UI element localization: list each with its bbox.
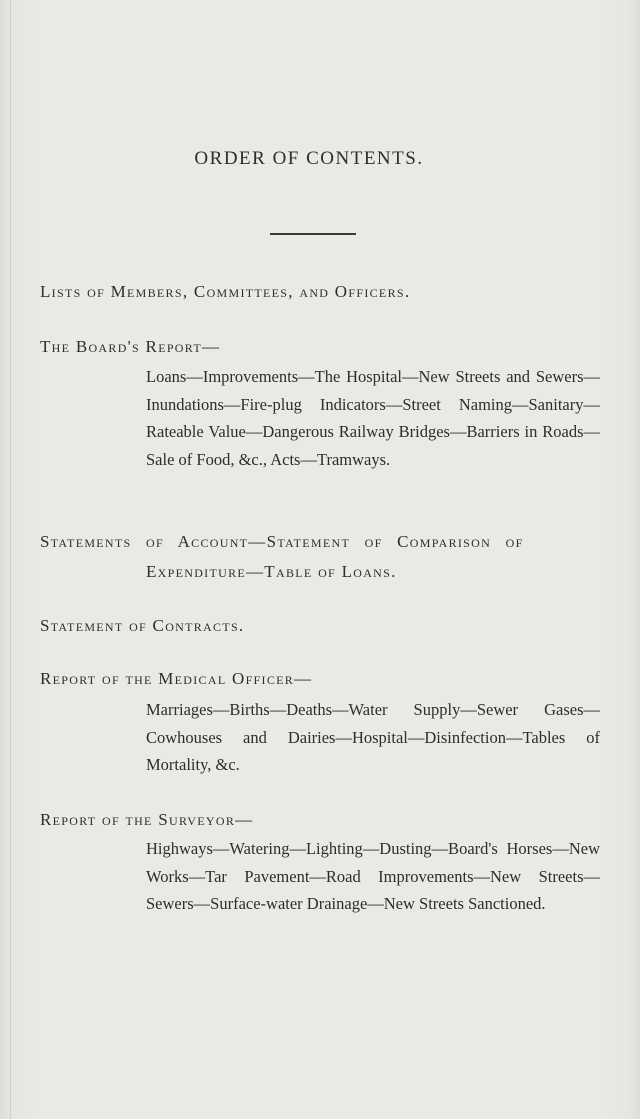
section-body-medical: Marriages—Births—Deaths—Water Supply—Sewer Gases—Cowhouses and Dairies—Hospital—Disinfection—Tables of Mortality, &c. [146,700,600,774]
page-title: ORDER OF CONTENTS. [194,148,424,169]
section-heading-boards-report: The Board's Report— [40,337,221,356]
section-body-surveyor: Highways—Watering—Lighting—Dusting—Board's Horses—New Works—Tar Pavement—Road Improvements—New Streets—Sewers—Surface-water Drainage—New Streets Sanctioned. [146,839,600,913]
title-rule [270,233,356,235]
section-heading-contracts: Statement of Contracts. [40,616,245,635]
section-heading-medical: Report of the Medical Officer— [40,669,313,688]
section-heading-surveyor: Report of the Surveyor— [40,810,254,829]
section-heading-statements-line2: Expenditure—Table of Loans. [146,562,397,581]
section-heading-lists: Lists of Members, Committees, and Officers. [40,282,411,301]
section-body-boards-report: Loans—Improvements—The Hospital—New Streets and Sewers—Inundations—Fire-plug Indicators—Street Naming—Sanitary—Rateable Value—Dangerous Railway Bridges—Barriers in Roads—Sale of Food, &c., Acts—Tramways. [146,367,600,469]
section-heading-statements-line1: Statements of Account—Statement of Comparison of [40,532,524,551]
